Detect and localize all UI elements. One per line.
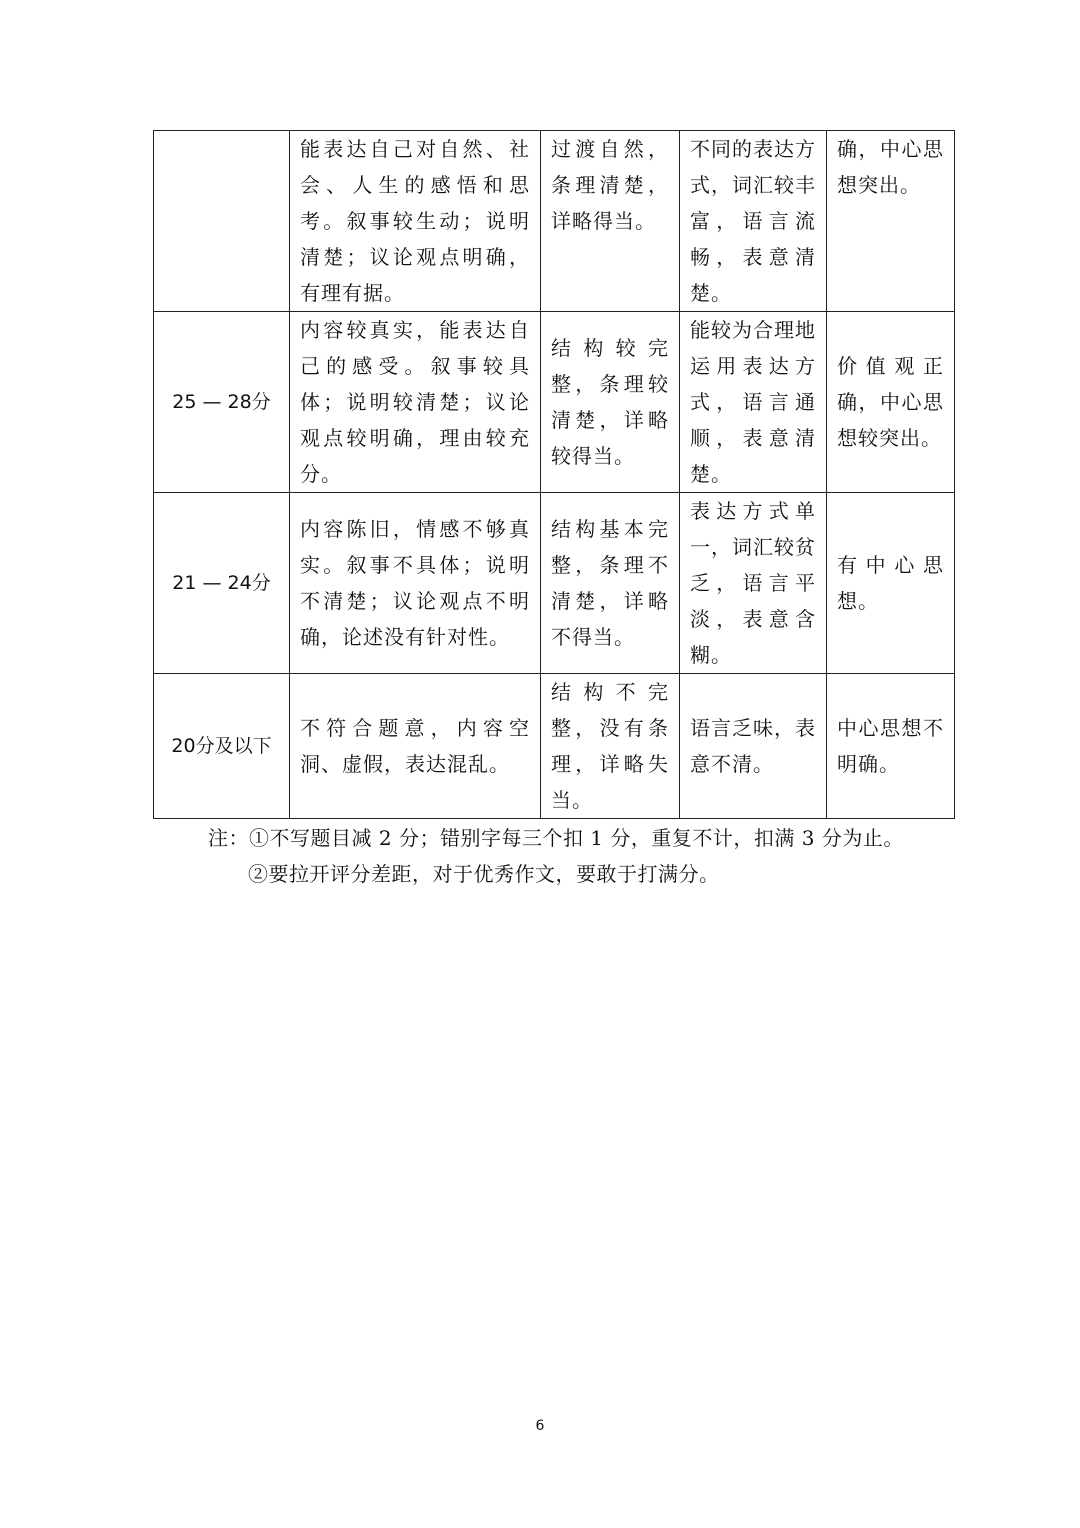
structure-cell: 过渡自然，条理清楚，详略得当。 bbox=[541, 131, 680, 312]
table-row bbox=[154, 131, 955, 312]
language-cell: 语言乏味，表意不清。 bbox=[680, 674, 827, 819]
score-cell: 21 — 24分 bbox=[154, 493, 290, 674]
notes bbox=[208, 820, 904, 892]
theme-cell: 确，中心思想突出。 bbox=[827, 131, 955, 312]
grading-table bbox=[153, 130, 955, 819]
score-cell: 25 — 28分 bbox=[154, 312, 290, 493]
table-row bbox=[154, 493, 955, 674]
structure-cell: 结构较完整，条理较清楚，详略较得当。 bbox=[541, 312, 680, 493]
score-cell bbox=[154, 131, 290, 312]
content-cell: 能表达自己对自然、社会、人生的感悟和思考。叙事较生动；说明清楚；议论观点明确，有理有据。 bbox=[290, 131, 541, 312]
language-cell: 不同的表达方式，词汇较丰富，语言流畅，表意清楚。 bbox=[680, 131, 827, 312]
theme-cell: 价值观正确，中心思想较突出。 bbox=[827, 312, 955, 493]
table-row bbox=[154, 674, 955, 819]
language-cell: 表达方式单一，词汇较贫乏，语言平淡，表意含糊。 bbox=[680, 493, 827, 674]
score-cell: 20分及以下 bbox=[154, 674, 290, 819]
theme-cell: 有中心思想。 bbox=[827, 493, 955, 674]
page-number: 6 bbox=[535, 1418, 545, 1434]
structure-cell: 结构不完整，没有条理，详略失当。 bbox=[541, 674, 680, 819]
note-line-2: ②要拉开评分差距，对于优秀作文，要敢于打满分。 bbox=[248, 862, 720, 886]
structure-cell: 结构基本完整，条理不清楚，详略不得当。 bbox=[541, 493, 680, 674]
content-cell: 内容陈旧，情感不够真实。叙事不具体；说明不清楚；议论观点不明确，论述没有针对性。 bbox=[290, 493, 541, 674]
table-row bbox=[154, 312, 955, 493]
theme-cell: 中心思想不明确。 bbox=[827, 674, 955, 819]
language-cell: 能较为合理地运用表达方式，语言通顺，表意清楚。 bbox=[680, 312, 827, 493]
note-line-1: 注：①不写题目减 2 分；错别字每三个扣 1 分，重复不计，扣满 3 分为止。 bbox=[208, 826, 904, 850]
content-cell: 不符合题意，内容空洞、虚假，表达混乱。 bbox=[290, 674, 541, 819]
content-cell: 内容较真实，能表达自己的感受。叙事较具体；说明较清楚；议论观点较明确，理由较充分。 bbox=[290, 312, 541, 493]
